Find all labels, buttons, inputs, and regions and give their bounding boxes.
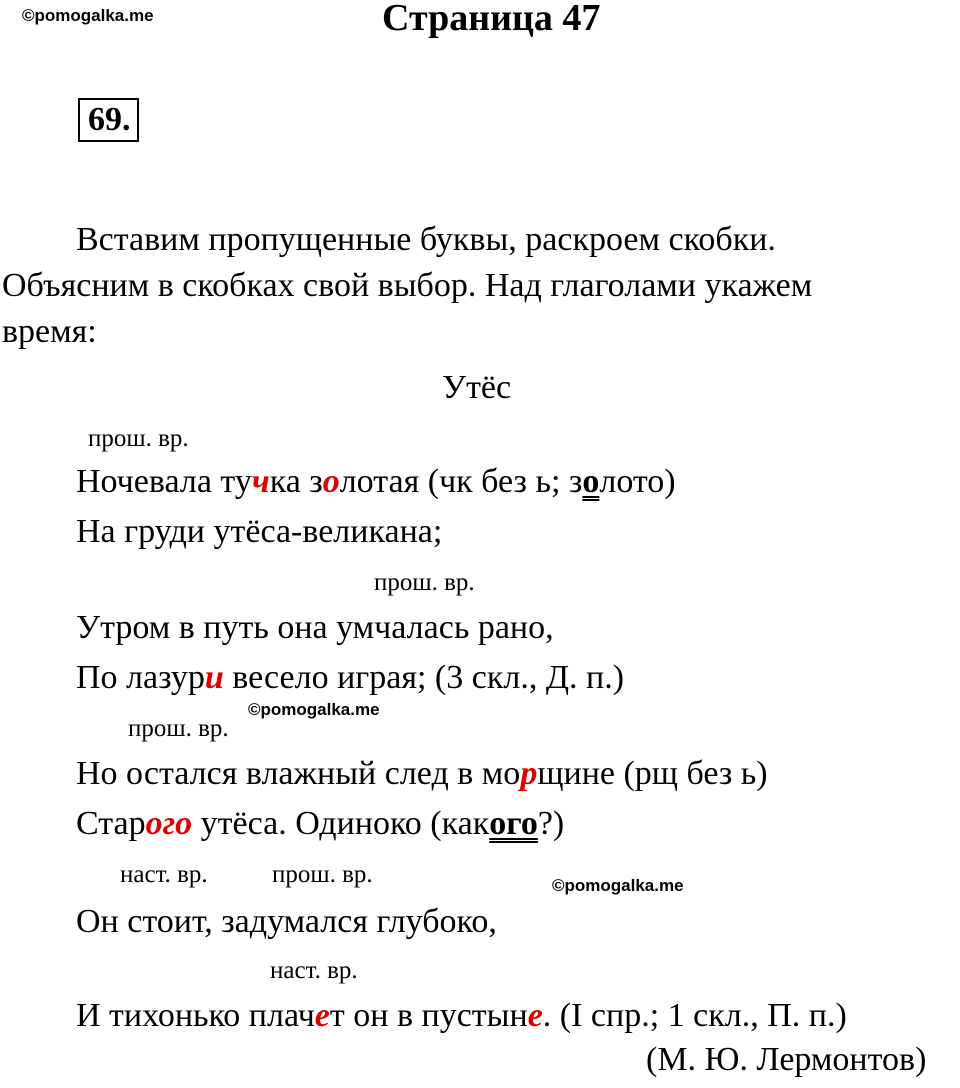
tense-annotation: наст. вр. bbox=[120, 861, 208, 888]
tense-annotation: прош. вр. bbox=[88, 425, 189, 452]
tense-annotation: прош. вр. bbox=[128, 715, 229, 742]
inserted-letter: е bbox=[527, 997, 543, 1034]
poem-line-5: Но остался влажный след в морщине (рщ без ь) bbox=[76, 755, 768, 792]
tense-annotation: наст. вр. bbox=[270, 957, 358, 984]
underlined-vowel: о bbox=[582, 463, 600, 500]
poem-line-8: И тихонько плачет он в пустыне. (I спр.; 1 скл., П. п.) bbox=[76, 997, 847, 1034]
intro-line-2: Объясним в скобках свой выбор. Над глаголами укажем bbox=[2, 267, 813, 304]
poem-title: Утёс bbox=[442, 369, 512, 406]
watermark-top: ©pomogalka.me bbox=[22, 6, 154, 25]
tense-annotation: прош. вр. bbox=[374, 569, 475, 596]
page-title: Страница 47 bbox=[382, 0, 601, 39]
inserted-letter: и bbox=[204, 659, 224, 696]
watermark-middle: ©pomogalka.me bbox=[248, 700, 380, 719]
inserted-letter: р bbox=[520, 755, 538, 792]
poem-line-6: Старого утёса. Одиноко (какого?) bbox=[76, 805, 565, 842]
intro-line-3: время: bbox=[2, 313, 97, 350]
inserted-letter: о bbox=[322, 463, 340, 500]
inserted-letter: е bbox=[314, 997, 330, 1034]
underlined-ending: ого bbox=[489, 805, 538, 842]
tense-annotation: прош. вр. bbox=[272, 861, 373, 888]
inserted-letter: ч bbox=[251, 463, 270, 500]
exercise-number: 69. bbox=[78, 98, 139, 142]
inserted-ending: ого bbox=[145, 805, 193, 842]
poem-line-1: Ночевала тучка золотая (чк без ь; золото) bbox=[76, 463, 676, 500]
poem-line-4: По лазури весело играя; (3 скл., Д. п.) bbox=[76, 659, 625, 696]
poem-author: (М. Ю. Лермонтов) bbox=[646, 1041, 927, 1078]
poem-line-7: Он стоит, задумался глубоко, bbox=[76, 903, 497, 940]
poem-line-2: На груди утёса-великана; bbox=[76, 513, 443, 550]
poem-line-3: Утром в путь она умчалась рано, bbox=[76, 609, 554, 646]
watermark-bottom: ©pomogalka.me bbox=[552, 876, 684, 895]
intro-line-1: Вставим пропущенные буквы, раскроем скобки. bbox=[76, 221, 776, 258]
